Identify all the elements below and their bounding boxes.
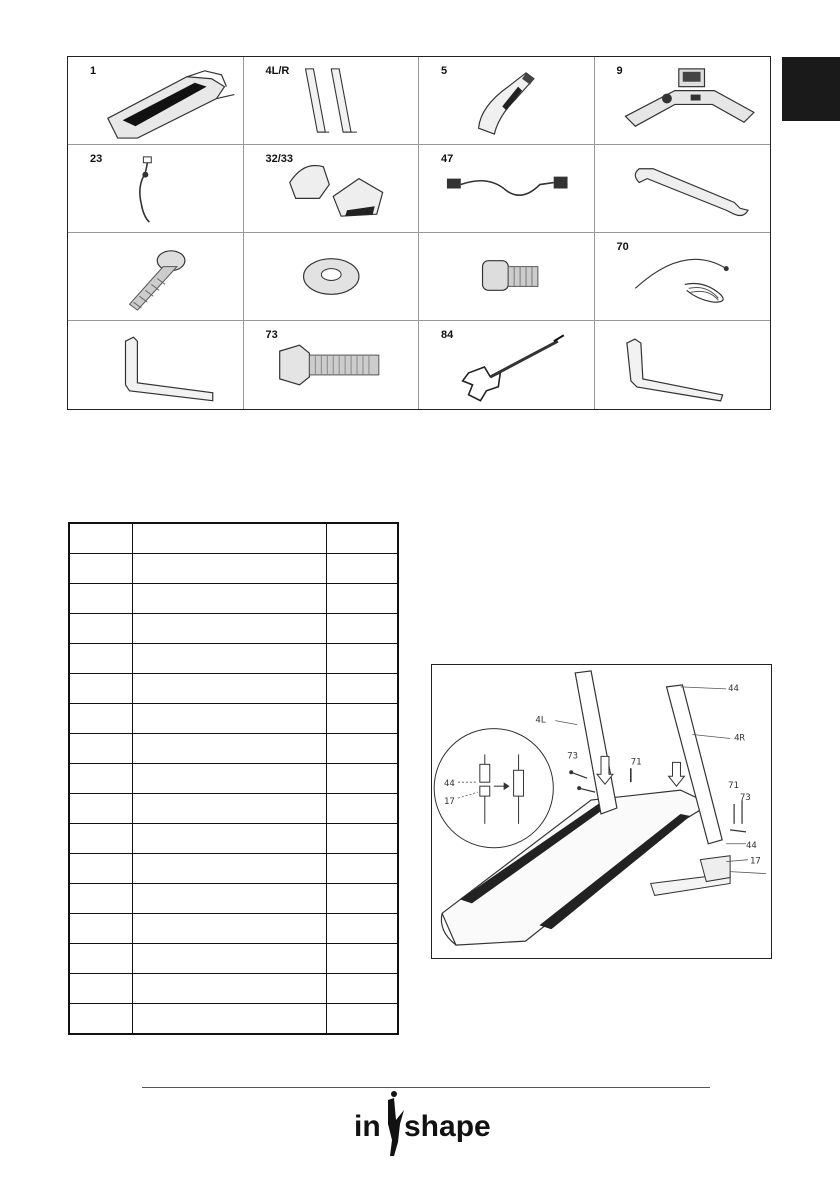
table-row <box>69 884 398 914</box>
parts-list-table <box>68 522 399 1035</box>
table-row <box>69 614 398 644</box>
part-cell <box>244 57 420 145</box>
table-row <box>69 644 398 674</box>
svg-text:shape: shape <box>404 1110 491 1143</box>
part-number: 32/33 <box>265 153 294 165</box>
callout-71-right: 71 <box>728 781 739 792</box>
spring-cord-icon <box>595 233 771 320</box>
hex-bolt-icon <box>244 321 419 409</box>
callout-4l: 4L <box>535 715 547 726</box>
table-row <box>69 1004 398 1035</box>
part-number: 73 <box>265 329 278 341</box>
callout-4r: 4R <box>734 733 745 744</box>
base-covers-icon <box>244 145 419 232</box>
cable-icon <box>419 145 594 232</box>
table-row <box>69 824 398 854</box>
part-number: 5 <box>441 65 448 77</box>
table-row <box>69 674 398 704</box>
part-number: 84 <box>441 329 454 341</box>
assembly-diagram <box>431 664 772 959</box>
part-number: 47 <box>441 153 454 165</box>
part-number: 4L/R <box>265 65 290 77</box>
allen-key-small-icon <box>595 321 771 409</box>
table-row <box>69 974 398 1004</box>
part-cell <box>595 233 771 321</box>
footer-divider <box>142 1087 710 1088</box>
part-cell <box>244 233 420 321</box>
pan-head-screw-icon <box>68 233 243 320</box>
part-cell <box>244 145 420 233</box>
part-cell <box>595 57 771 145</box>
part-cell <box>419 57 595 145</box>
table-row <box>69 764 398 794</box>
wrench-icon <box>595 145 771 232</box>
callout-44-detail: 44 <box>444 779 455 790</box>
callout-44-top: 44 <box>728 683 739 694</box>
part-cell <box>68 321 244 409</box>
callout-17-detail: 17 <box>444 797 455 808</box>
assembly-drawing <box>432 665 771 958</box>
part-cell <box>595 321 771 409</box>
parts-overview-grid <box>67 56 771 410</box>
table-row <box>69 523 398 554</box>
table-row <box>69 854 398 884</box>
callout-17-right: 17 <box>749 856 761 867</box>
round-bolt-icon <box>419 233 594 320</box>
part-cell <box>419 321 595 409</box>
part-number: 70 <box>616 241 629 253</box>
table-row <box>69 734 398 764</box>
console-icon <box>595 57 771 144</box>
part-number: 23 <box>90 153 103 165</box>
table-row <box>69 584 398 614</box>
part-number: 1 <box>90 65 97 77</box>
inshape-logo <box>352 1090 492 1162</box>
callout-44-right: 44 <box>746 840 757 851</box>
callout-73-left: 73 <box>567 751 578 762</box>
washer-icon <box>244 233 419 320</box>
part-cell <box>68 145 244 233</box>
part-cell <box>68 57 244 145</box>
part-cell <box>419 233 595 321</box>
part-cell <box>595 145 771 233</box>
callout-71-left: 71 <box>630 757 642 768</box>
callout-73-right: 73 <box>740 793 751 804</box>
table-row <box>69 914 398 944</box>
table-row <box>69 794 398 824</box>
part-number: 9 <box>616 65 623 77</box>
part-cell <box>68 233 244 321</box>
treadmill-deck-icon <box>68 57 243 144</box>
part-cell <box>419 145 595 233</box>
safety-key-icon <box>68 145 243 232</box>
part-cell <box>244 321 420 409</box>
table-row <box>69 944 398 974</box>
svg-text:in: in <box>354 1110 381 1143</box>
language-tab-marker <box>782 57 840 121</box>
screwdriver-tool-icon <box>419 321 594 409</box>
upright-posts-icon <box>244 57 419 144</box>
table-row <box>69 704 398 734</box>
allen-key-large-icon <box>68 321 243 409</box>
table-row <box>69 554 398 584</box>
safety-key-holder-icon <box>419 57 594 144</box>
